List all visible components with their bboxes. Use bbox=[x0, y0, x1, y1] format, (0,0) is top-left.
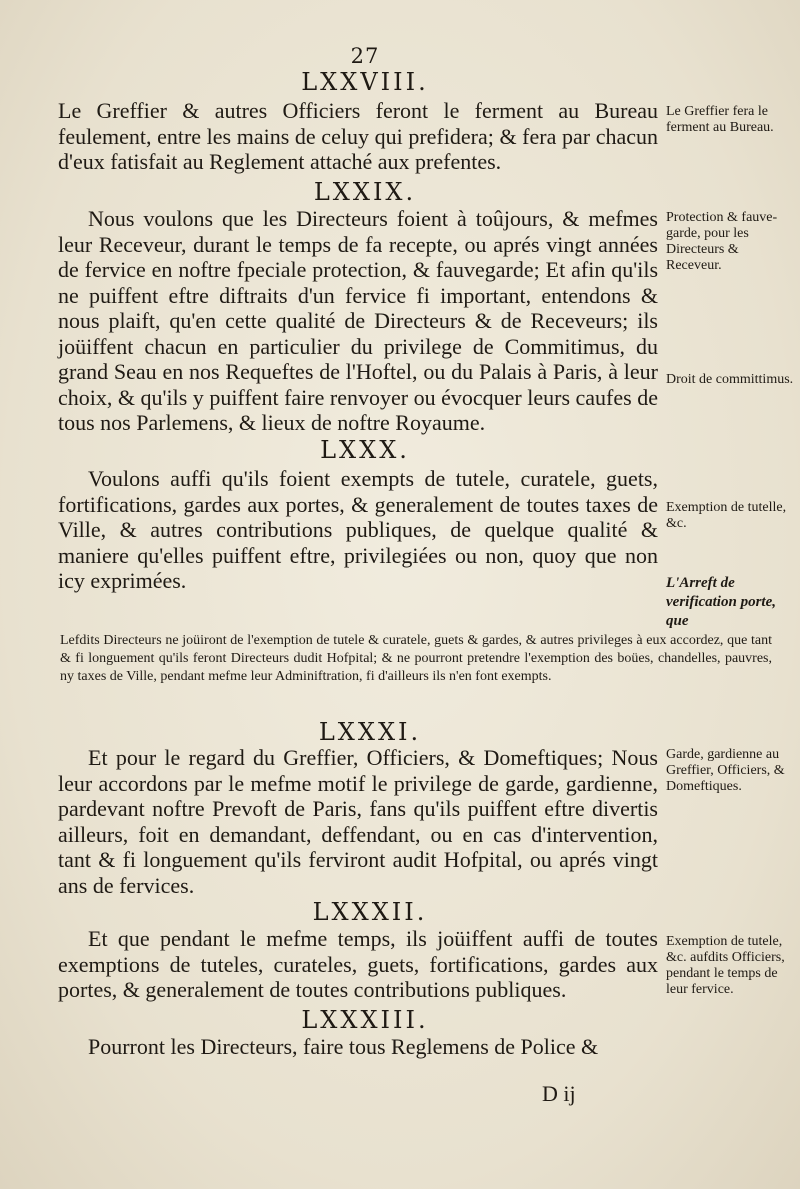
margin-note-82: Exemption de tutele, &c. aufdits Officiers, pendant le temps de leur fervice. bbox=[666, 934, 785, 997]
article-numeral-82: LXXXII. bbox=[312, 898, 428, 926]
margin-note-arrest: L'Arreft de verification porte, que bbox=[666, 575, 776, 629]
article-paragraph: Et pour le regard du Greffier, Officiers, & Domeftiques; Nous leur accordons par le mefme motif le privilege de garde, gardienne, pardevant noftre Prevoft de Paris, fans qu'ils puiffent eftre divertis ailleurs, foit en demandant, deffendant, ou en cas d'intervention, tant & fi longuement qu'ils ferviront audit Hofpital, ou aprés vingt ans de fervices. bbox=[58, 745, 658, 898]
article-text-78 bbox=[58, 98, 658, 178]
margin-note-79a: Protection & fauve-garde, pour les Directeurs & Receveur. bbox=[666, 210, 778, 273]
article-paragraph: Pourront les Directeurs, faire tous Reglemens de Police & bbox=[88, 1034, 599, 1059]
article-numeral-81: LXXXI. bbox=[318, 718, 422, 746]
margin-note-81: Garde, gardienne au Greffier, Officiers, & Domeftiques. bbox=[666, 747, 785, 794]
article-paragraph: Le Greffier & autres Officiers feront le ferment au Bureau feulement, entre les mains de celuy qui prefidera; & fera par chacun d'eux fatisfait au Reglement attaché aux prefentes. bbox=[58, 98, 658, 174]
article-text-79 bbox=[58, 206, 658, 436]
article-text-82 bbox=[58, 926, 658, 1006]
article-text-81 bbox=[58, 745, 658, 898]
signature-mark: D ij bbox=[542, 1081, 576, 1106]
article-paragraph: Nous voulons que les Directeurs foient à toûjours, & mefmes leur Receveur, durant le temps de fa recepte, ou aprés vingt années de fervice en noftre fpeciale protection, & fauvegarde; Et afin qu'ils ne puiffent eftre diftraits d'un fervice fi important, entendons & nous plaift, qu'en cette qualité de Directeurs & de Receveurs; ils joüiffent chacun en particulier du privilege de Commitimus, du grand Seau en nos Requeftes de l'Hoftel, ou du Palais à Paris, à leur choix, & qu'ils y puiffent faire renvoyer ou évocquer leurs caufes de tous nos Parlemens, & lieux de noftre Royaume. bbox=[58, 206, 658, 435]
page-number: 27 bbox=[350, 44, 380, 68]
article-numeral-83: LXXXIII. bbox=[301, 1006, 429, 1034]
verification-note: Lefdits Directeurs ne joüiront de l'exemption de tutele & curatele, guets & gardes, & autres privileges à eux accordez, que tant & fi longuement qu'ils feront Directeurs dudit Hofpital; & ne pourront pretendre l'exemption des boües, chandelles, pauvres, ny taxes de Ville, pendant mefme leur Adminiftration, fi d'ailleurs ils n'en font exempts. bbox=[60, 633, 772, 684]
margin-note-78: Le Greffier fera le ferment au Bureau. bbox=[666, 104, 774, 135]
article-paragraph: Et que pendant le mefme temps, ils joüiffent auffi de toutes exemptions de tuteles, curateles, guets, fortifications, gardes aux portes, & generalement de toutes contributions publiques. bbox=[58, 926, 658, 1002]
article-paragraph: Voulons auffi qu'ils foient exempts de tutele, curatele, guets, fortifications, gardes aux portes, & generalement de toutes taxes de Ville, & autres contributions publiques, de quelque qualité & maniere qu'elles puiffent eftre, privilegiées ou non, quoy que non icy exprimées. bbox=[58, 466, 658, 593]
margin-note-80: Exemption de tutelle, &c. bbox=[666, 500, 787, 531]
article-text-80 bbox=[58, 466, 658, 616]
article-numeral-80: LXXX. bbox=[320, 436, 410, 464]
article-text-83 bbox=[58, 1034, 658, 1064]
margin-note-79b: Droit de committimus. bbox=[666, 372, 794, 387]
article-numeral-78: LXXVIII. bbox=[301, 68, 429, 96]
article-numeral-79: LXXIX. bbox=[313, 178, 417, 206]
